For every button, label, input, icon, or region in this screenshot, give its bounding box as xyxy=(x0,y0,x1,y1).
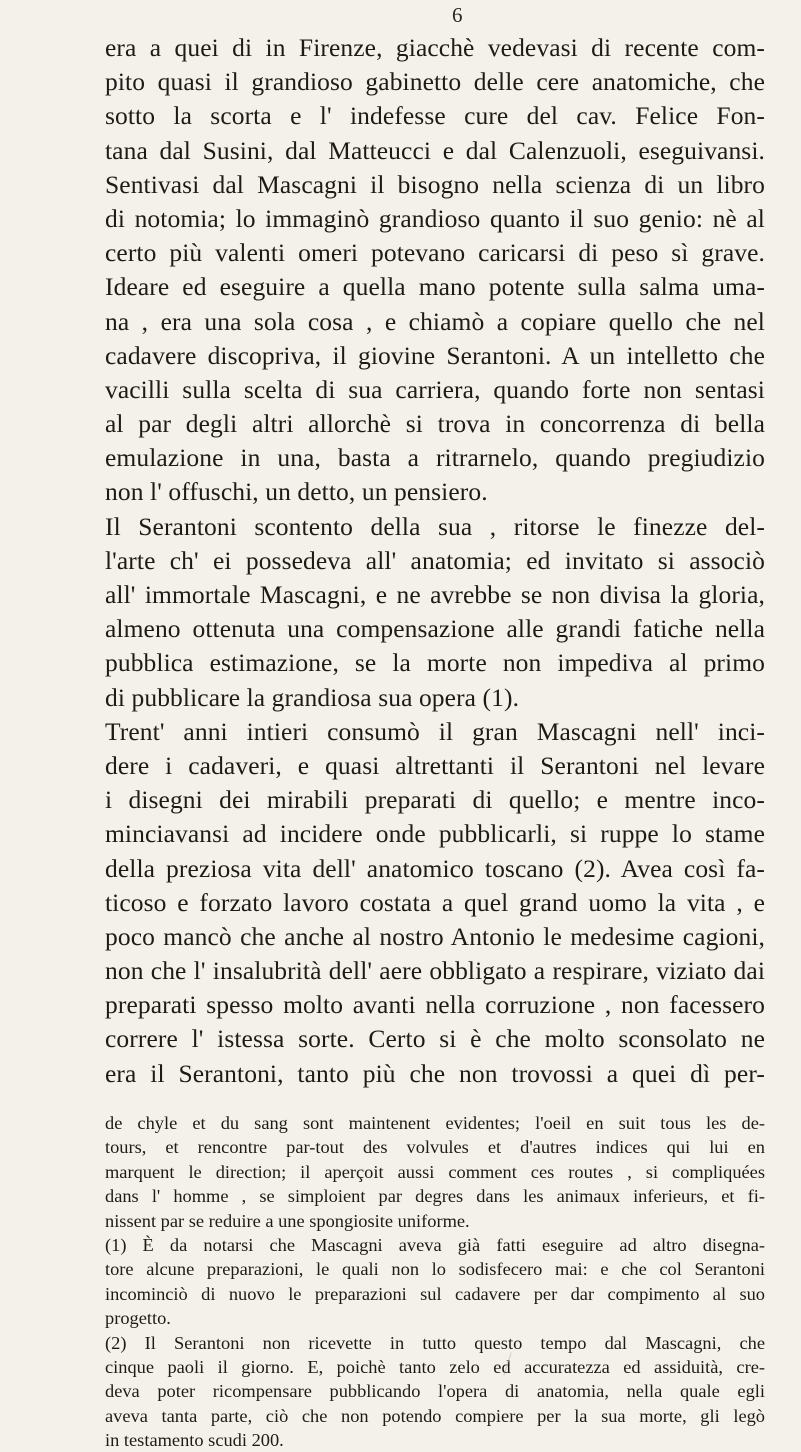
text-line: tana dal Susini, dal Matteucci e dal Calenzuoli, eseguivansi. xyxy=(105,135,765,165)
text-line: al par degli altri allorchè si trova in concorrenza di bella xyxy=(105,409,765,439)
footnote-line: de chyle et du sang sont maintenent evidentes; l'oeil en suit tous les de- xyxy=(105,1113,765,1133)
footnote-line: marquent le direction; il aperçoit aussi comment ces routes , si compliquées xyxy=(105,1161,765,1182)
footnote-line: cinque paoli il giorno. E, poichè tanto zelo ed accuratezza ed assiduità, cre- xyxy=(105,1356,765,1377)
text-line: all' immortale Mascagni, e ne avrebbe se non divisa la gloria, xyxy=(105,580,765,609)
text-line: pito quasi il grandioso gabinetto delle cere anatomiche, che xyxy=(105,67,765,97)
text-line: Trent' anni intieri consumò il gran Mascagni nell' inci- xyxy=(105,716,765,746)
footnote-line: dans l' homme , se simploient par degres dans les animaux inferieurs, et fi- xyxy=(105,1186,765,1207)
footnote-line: progetto. xyxy=(105,1308,171,1329)
text-line: sotto la scorta e l' indefesse cure del cav. Felice Fon- xyxy=(105,101,765,131)
main-text xyxy=(105,31,765,1091)
text-line: non l' offuschi, un detto, un pensiero. xyxy=(105,477,488,507)
text-line: i disegni dei mirabili preparati di quello; e mentre inco- xyxy=(105,785,765,815)
text-line: non che l' insalubrità dell' aere obbligato a respirare, viziato dai xyxy=(105,956,765,986)
text-line: di pubblicare la grandiosa sua opera (1). xyxy=(105,682,520,712)
footnote-line: in testamento scudi 200. xyxy=(105,1430,284,1451)
text-line: emulazione in una, basta a ritrarnelo, quando pregiudizio xyxy=(105,443,765,473)
footnote-line: nissent par se reduire a une spongiosite uniforme. xyxy=(105,1210,470,1231)
footnote-line: tore alcune preparazioni, le quali non lo sodisfecero mai: e che col Serantoni xyxy=(105,1259,765,1280)
footnotes xyxy=(105,1111,765,1452)
text-line: di notomia; lo immaginò grandioso quanto il suo genio: nè al xyxy=(105,203,765,233)
text-line: pubblica estimazione, se la morte non impediva al primo xyxy=(105,648,765,678)
text-line: na , era una sola cosa , e chiamò a copiare quello che nel xyxy=(105,306,765,336)
text-line: l'arte ch' ei possedeva all' anatomia; ed invitato si associò xyxy=(105,545,765,575)
text-line: certo più valenti omeri potevano caricarsi di peso sì grave. xyxy=(105,238,765,268)
text-line: vacilli sulla scelta di sua carriera, quando forte non sentasi xyxy=(105,374,765,404)
text-line: dere i cadaveri, e quasi altrettanti il Serantoni nel levare xyxy=(105,750,765,780)
text-line: Il Serantoni scontento della sua , ritorse le finezze del- xyxy=(105,511,765,541)
text-line: era a quei di in Firenze, giacchè vedevasi di recente com- xyxy=(105,33,765,62)
text-line: almeno ottenuta una compensazione alle grandi fatiche nella xyxy=(105,614,765,644)
footnote-line: incominciò di nuovo le preparazioni sul cadavere per dar compimento al suo xyxy=(105,1283,765,1304)
footnote-line: (2) Il Serantoni non ricevette in tutto questo tempo dal Mascagni, che xyxy=(105,1332,765,1353)
footnote-line: aveva tanta parte, ciò che non potendo compiere per la sua morte, gli legò xyxy=(105,1405,765,1426)
text-line: ticoso e forzato lavoro costata a quel grand uomo la vita , e xyxy=(105,887,765,917)
text-line: cadavere discopriva, il giovine Serantoni. A un intelletto che xyxy=(105,340,765,370)
footnote-line: (1) È da notarsi che Mascagni aveva già fatti eseguire ad altro disegna- xyxy=(105,1234,765,1255)
text-line: Ideare ed eseguire a quella mano potente sulla salma uma- xyxy=(105,272,765,302)
text-line: preparati spesso molto avanti nella corruzione , non facessero xyxy=(105,990,765,1020)
page-number: 6 xyxy=(452,3,463,27)
footnote-line: tours, et rencontre par-tout des volvules et d'autres indices qui lui en xyxy=(105,1137,765,1158)
text-line: della preziosa vita dell' anatomico toscano (2). Avea così fa- xyxy=(105,853,765,883)
text-line: minciavansi ad incidere onde pubblicarli, si ruppe lo stame xyxy=(105,819,765,849)
footnote-line: deva poter ricompensare pubblicando l'opera di anatomia, nella quale egli xyxy=(105,1381,765,1402)
text-line: correre l' istessa sorte. Certo si è che molto sconsolato ne xyxy=(105,1024,765,1054)
text-line: poco mancò che anche al nostro Antonio le medesime cagioni, xyxy=(105,921,765,951)
text-line: Sentivasi dal Mascagni il bisogno nella scienza di un libro xyxy=(105,169,765,199)
text-line: era il Serantoni, tanto più che non trovossi a quei dì per- xyxy=(105,1058,765,1088)
